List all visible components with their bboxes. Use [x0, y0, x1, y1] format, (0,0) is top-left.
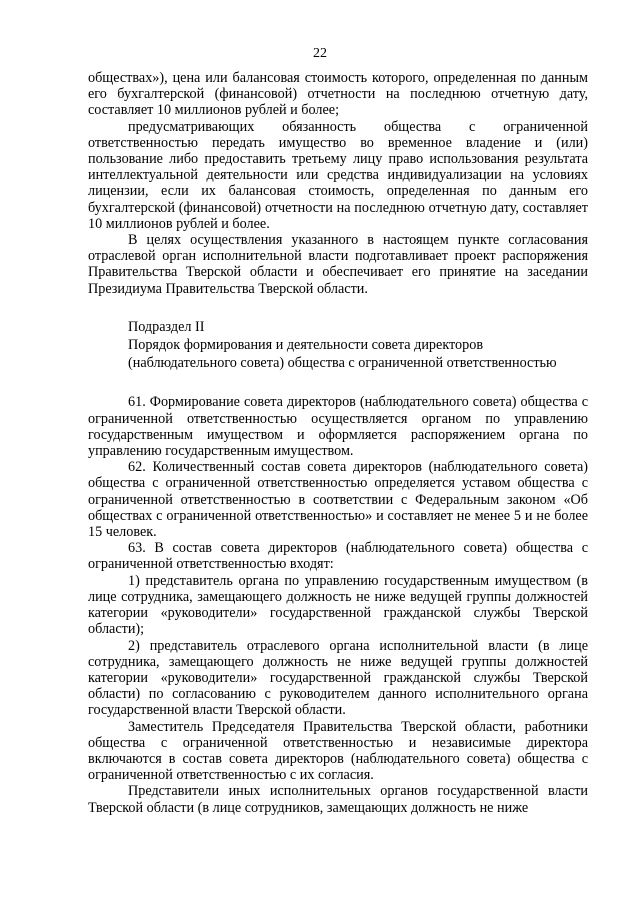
paragraph: Представители иных исполнительных органов государственной власти Тверской области (в лице сотрудников, замещающих должность не ниже [88, 783, 588, 816]
list-item-2: 2) представитель отраслевого органа исполнительной власти (в лице сотрудника, замещающего должность не ниже ведущей группы должностей категории «руководители» государственной гражданской службы Тверской области) по согласованию с руководителем данного исполнительного органа государственной власти Тверской области. [88, 637, 588, 719]
paragraph-item-61: 61. Формирование совета директоров (наблюдательного совета) общества с ограниченной ответственностью осуществляется органом по управлению государственным имуществом и оформляется распоряжением органа по управлению государственным имуществом. [88, 394, 588, 460]
paragraph-item-62: 62. Количественный состав совета директоров (наблюдательного совета) общества с ограниченной ответственностью определяется уставом общества с ограниченной ответственностью в соответствии с Федеральным законом «Об обществах с ограниченной ответственностью» и составляет не менее 5 и не более 15 человек. [88, 459, 588, 541]
section-heading [88, 319, 588, 372]
section-title-line-2: (наблюдательного совета) общества с ограниченной ответственностью [128, 355, 557, 372]
section-subtitle: Подраздел II [128, 318, 205, 335]
paragraph: В целях осуществления указанного в настоящем пункте согласования отраслевой орган исполнительной власти подготавливает проект распоряжения Правительства Тверской области и обеспечивает его принятие на заседании Президиума Правительства Тверской области. [88, 232, 588, 297]
section-title-line-1: Порядок формирования и деятельности совета директоров [128, 337, 484, 354]
paragraph: предусматривающих обязанность общества с ограниченной ответственностью передать имущество во временное владение и (или) пользование либо предоставить третьему лицу право использования результата интеллектуальной деятельности или средства индивидуализации на условиях лицензии, если их балансовая стоимость, определенная по данным его бухгалтерской (финансовой) отчетности на последнюю отчетную дату, составляет 10 миллионов рублей и более. [88, 118, 588, 232]
page-number: 22 [313, 46, 327, 61]
document-body [88, 70, 588, 816]
paragraph: Заместитель Председателя Правительства Тверской области, работники общества с ограниченной ответственностью и независимые директора включаются в состав совета директоров (наблюдательного совета) общества с ограниченной ответственностью с их согласия. [88, 718, 588, 784]
paragraph-item-63: 63. В состав совета директоров (наблюдательного совета) общества с ограниченной ответственностью входят: [88, 540, 588, 573]
paragraph-continuation: обществах»), цена или балансовая стоимость которого, определенная по данным его бухгалтерской (финансовой) отчетности на последнюю отчетную дату, составляет 10 миллионов рублей и более; [88, 70, 588, 119]
list-item-1: 1) представитель органа по управлению государственным имуществом (в лице сотрудника, замещающего должность не ниже ведущей группы должностей категории «руководители» государственной гражданской службы Тверской области); [88, 572, 588, 638]
